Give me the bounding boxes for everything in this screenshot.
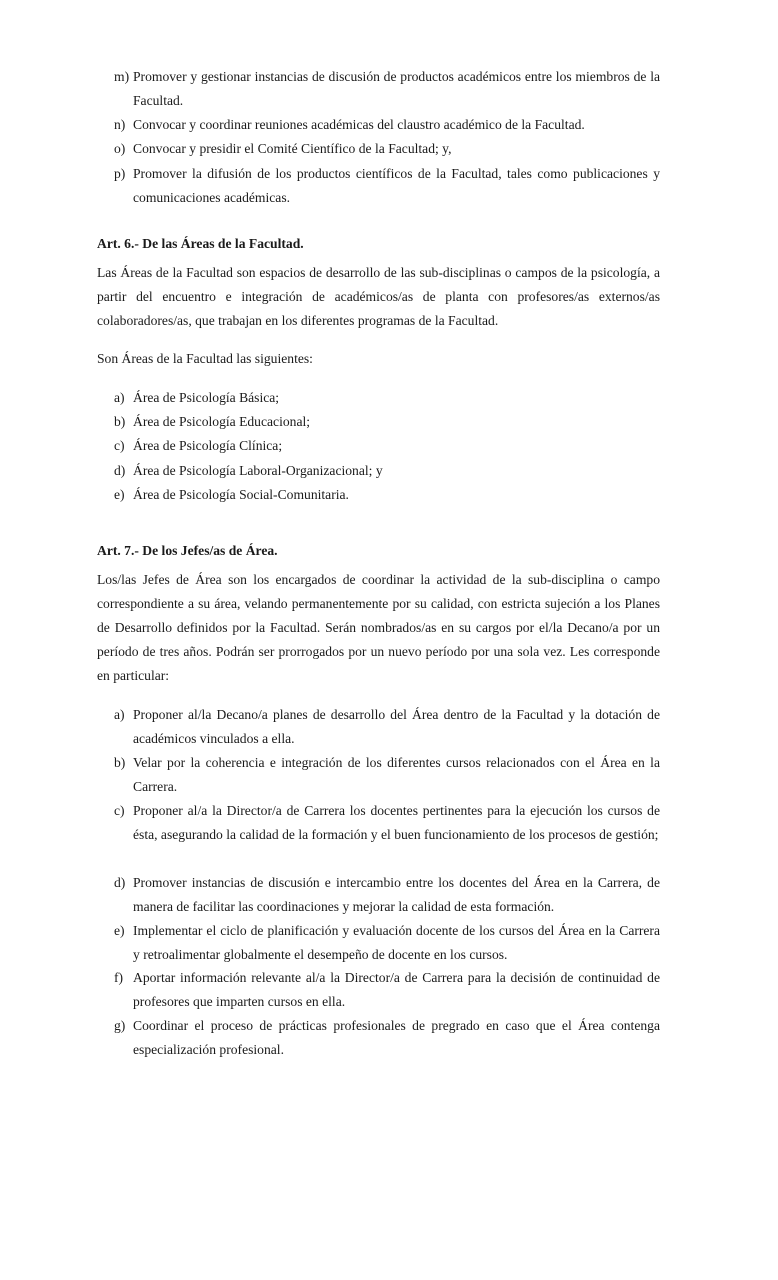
list-marker: a): [114, 707, 125, 722]
list-item: [114, 113, 660, 137]
list-item: [114, 1014, 660, 1062]
list-marker: c): [114, 803, 125, 818]
list-text: Área de Psicología Educacional;: [133, 414, 311, 429]
list-text: Aportar información relevante al/a la Director/a de Carrera para la decisión de continuidad de profesores que imparten cursos en ella.: [133, 970, 660, 1009]
list-item: [114, 751, 660, 799]
article-6-intro: Son Áreas de la Facultad las siguientes:: [97, 351, 313, 366]
list-marker: b): [114, 414, 126, 429]
list-marker: b): [114, 755, 126, 770]
list-item: [114, 434, 660, 458]
article-6-paragraph: Las Áreas de la Facultad son espacios de desarrollo de las sub-disciplinas o campos de la psicología, a partir del encuentro e integración de académicos/as de planta con profesores/as externos/as colaboradores/as, que trabajan en los diferentes programas de la Facultad.: [97, 265, 660, 328]
list-item: [114, 162, 660, 210]
list-item: [114, 483, 660, 507]
list-marker: e): [114, 487, 125, 502]
list-marker: a): [114, 390, 125, 405]
list-marker: p): [114, 166, 126, 181]
list-marker: m): [114, 69, 130, 84]
list-item: [114, 386, 660, 410]
list-item: [114, 919, 660, 967]
list-text: Área de Psicología Social-Comunitaria.: [133, 487, 349, 502]
list-text: Promover instancias de discusión e intercambio entre los docentes del Área en la Carrera, de manera de facilitar las coordinaciones y mejorar la calidad de esta formación.: [133, 875, 660, 914]
list-marker: f): [114, 970, 124, 985]
list-text: Convocar y presidir el Comité Científico de la Facultad; y,: [133, 141, 452, 156]
list-text: Promover la difusión de los productos científicos de la Facultad, tales como publicaciones y comunicaciones académicas.: [133, 166, 660, 205]
list-marker: d): [114, 463, 126, 478]
list-text: Convocar y coordinar reuniones académicas del claustro académico de la Facultad.: [133, 117, 585, 132]
list-item: [114, 799, 660, 847]
list-item: [114, 703, 660, 751]
list-marker: e): [114, 923, 125, 938]
list-item: [114, 966, 660, 1014]
list-marker: d): [114, 875, 126, 890]
list-text: Proponer al/a la Director/a de Carrera los docentes pertinentes para la ejecución los cursos de ésta, asegurando la calidad de la formación y el buen funcionamiento de los procesos de gestión;: [133, 803, 660, 842]
list-text: Área de Psicología Básica;: [133, 390, 280, 405]
list-item: [114, 137, 660, 161]
list-marker: c): [114, 438, 125, 453]
article-6-heading: Art. 6.- De las Áreas de la Facultad.: [97, 236, 304, 251]
list-item: [114, 410, 660, 434]
list-text: Velar por la coherencia e integración de los diferentes cursos relacionados con el Área en la Carrera.: [133, 755, 660, 794]
list-text: Área de Psicología Clínica;: [133, 438, 283, 453]
list-text: Proponer al/la Decano/a planes de desarrollo del Área dentro de la Facultad y la dotación de académicos vinculados a ella.: [133, 707, 660, 746]
list-marker: g): [114, 1018, 126, 1033]
article-7-heading: Art. 7.- De los Jefes/as de Área.: [97, 543, 278, 558]
list-item: [114, 65, 660, 113]
list-item: [114, 459, 660, 483]
list-marker: o): [114, 141, 126, 156]
list-text: Promover y gestionar instancias de discusión de productos académicos entre los miembros de la Facultad.: [133, 69, 660, 108]
article-7-paragraph: Los/las Jefes de Área son los encargados de coordinar la actividad de la sub-disciplina o campo correspondiente a su área, velando permanentemente por su calidad, con estricta sujeción a los Planes de Desarrollo definidos por la Facultad. Serán nombrados/as en su cargos por el/la Decano/a por un período de tres años. Podrán ser prorrogados por un nuevo período por una sola vez. Les corresponde en particular:: [97, 572, 660, 683]
list-item: [114, 871, 660, 919]
list-text: Área de Psicología Laboral-Organizacional; y: [133, 463, 383, 478]
list-text: Implementar el ciclo de planificación y evaluación docente de los cursos del Área en la Carrera y retroalimentar globalmente el desempeño de docente en los cursos.: [133, 923, 660, 962]
list-text: Coordinar el proceso de prácticas profesionales de pregrado en caso que el Área contenga especialización profesional.: [133, 1018, 660, 1057]
list-marker: n): [114, 117, 126, 132]
